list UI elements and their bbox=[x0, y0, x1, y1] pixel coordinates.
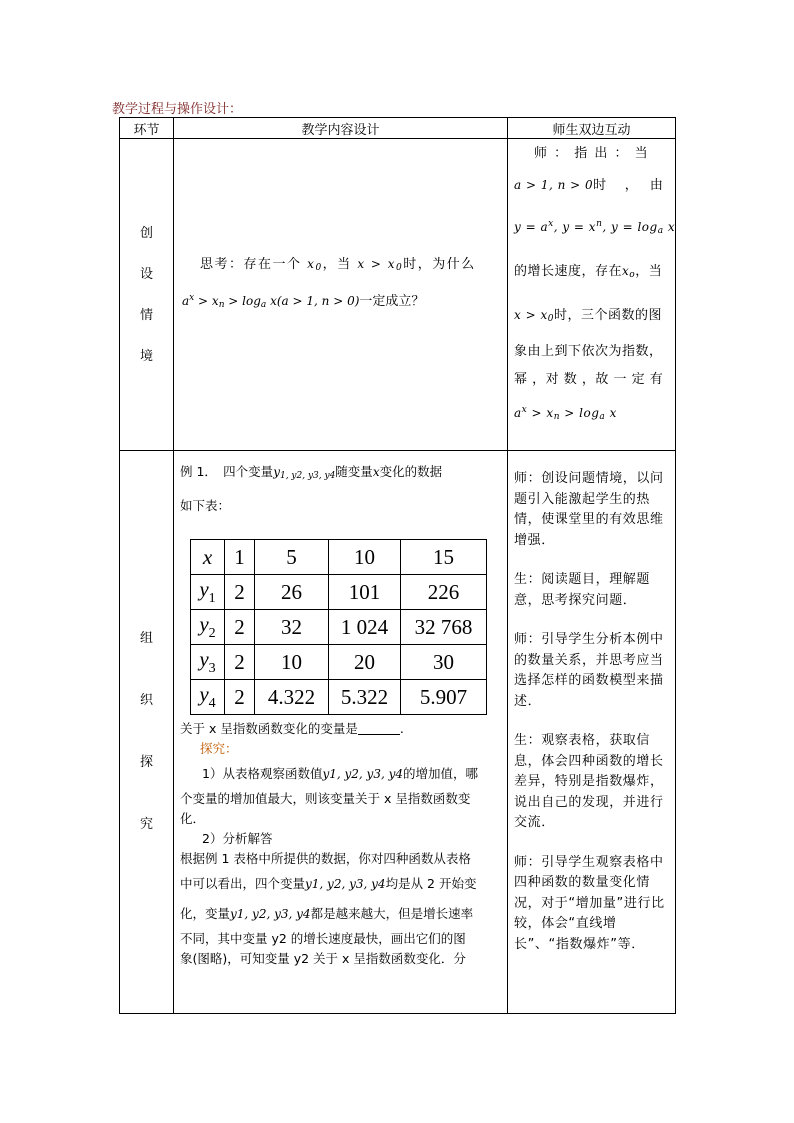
content-cell-create-scenario bbox=[174, 139, 508, 451]
content-cell-organize-explore bbox=[174, 451, 508, 1014]
interaction-cell-create-scenario bbox=[508, 139, 676, 451]
value-cell: 226 bbox=[401, 575, 487, 610]
table-row bbox=[191, 680, 487, 715]
value-cell: 2 bbox=[225, 575, 255, 610]
value-cell: 5 bbox=[255, 540, 329, 575]
step1-line3: 化． bbox=[180, 811, 206, 826]
example-line: 例 1． 四个变量$y_{1, y2, y3, y4}$随变量x变化的数据 bbox=[180, 464, 443, 481]
variable-cell: $y_4$ bbox=[191, 680, 225, 715]
header-interaction: 师生双边互动 bbox=[508, 118, 676, 139]
table-row bbox=[191, 610, 487, 645]
table-row bbox=[191, 540, 487, 575]
speed-line: 的增长速度，存在$x_o$，当 bbox=[514, 264, 663, 280]
explore-label: 探究： bbox=[200, 741, 238, 756]
value-cell: 2 bbox=[225, 680, 255, 715]
table-intro: 如下表： bbox=[180, 498, 231, 513]
analysis-line5: 象(图略)，可知变量 y2 关于 x 呈指数函数变化．分 bbox=[180, 951, 466, 966]
step1-line2: 个变量的增加值最大，则该变量关于 x 呈指数函数变 bbox=[180, 791, 471, 806]
condition-line: a > 1, n > 0时 ， 由 bbox=[514, 178, 664, 193]
header-stage: 环节 bbox=[120, 118, 174, 139]
analysis-line1: 根据例 1 表格中所提供的数据，你对四种函数从表格 bbox=[180, 851, 471, 866]
interaction-item: 师：引导学生分析本例中的数量关系，并思考应当选择怎样的函数模型来描述． bbox=[514, 632, 664, 709]
value-cell: 1 024 bbox=[329, 610, 401, 645]
interaction-item: 生：观察表格，获取信息，体会四种函数的增长差异，特别是指数爆炸，说出自己的发现，并进行交流． bbox=[514, 733, 664, 830]
interaction-item: 师：创设问题情境，以问题引入能激起学生的热情，使课堂里的有效思维增强． bbox=[514, 471, 664, 548]
value-cell: 26 bbox=[255, 575, 329, 610]
conclusion-line: 幂 ，对 数 ，故 一 定 有 bbox=[514, 372, 664, 387]
stage-char: 织 bbox=[139, 693, 153, 708]
value-cell: 1 bbox=[225, 540, 255, 575]
stage-char: 境 bbox=[139, 348, 153, 364]
stage-char: 组 bbox=[139, 631, 153, 646]
interaction-item: 生：阅读题目，理解题意，思考探究问题． bbox=[514, 572, 651, 608]
question-line: 关于 x 呈指数函数变化的变量是 . bbox=[180, 721, 404, 736]
gt-line: $x > x_0$时，三个函数的图 bbox=[514, 308, 662, 324]
value-cell: 10 bbox=[329, 540, 401, 575]
value-cell: 10 bbox=[255, 645, 329, 680]
example-data-table bbox=[190, 539, 487, 715]
stage-cell-organize-explore bbox=[120, 451, 174, 1014]
value-cell: 101 bbox=[329, 575, 401, 610]
value-cell: 32 bbox=[255, 610, 329, 645]
value-cell: 30 bbox=[401, 645, 487, 680]
header-content: 教学内容设计 bbox=[174, 118, 508, 139]
inequality-line: $a^x > x_n > \log_a x(a > 1$, n > 0)一定成立？ bbox=[182, 293, 425, 310]
analysis-line2: 中可以看出，四个变量y1, y2, y3, y4均是从 2 开始变 bbox=[180, 876, 477, 891]
table-row-organize-explore bbox=[120, 451, 676, 1014]
order-line: 象由上到下依次为指数， bbox=[514, 344, 663, 359]
value-cell: 2 bbox=[225, 645, 255, 680]
variable-cell: $y_3$ bbox=[191, 645, 225, 680]
section-heading: 教学过程与操作设计： bbox=[112, 102, 243, 117]
variable-cell: $y_1$ bbox=[191, 575, 225, 610]
value-cell: 5.322 bbox=[329, 680, 401, 715]
stage-char: 创 bbox=[139, 225, 153, 241]
stage-char: 探 bbox=[139, 755, 153, 770]
table-header-row bbox=[120, 118, 676, 139]
value-cell: 2 bbox=[225, 610, 255, 645]
step1-line: 1）从表格观察函数值y1, y2, y3, y4的增加值，哪 bbox=[202, 766, 479, 781]
stage-char: 情 bbox=[139, 307, 153, 323]
stage-char: 究 bbox=[139, 817, 153, 832]
final-inequality: $a^x > x_n > \log_a x$ bbox=[514, 405, 617, 422]
value-cell: 15 bbox=[401, 540, 487, 575]
interaction-item: 师：引导学生观察表格中四种函数的数量变化情况，对于“增加量”进行比较，体会“直线增长”、“指数爆炸”等． bbox=[514, 854, 665, 952]
table-row bbox=[191, 645, 487, 680]
teaching-process-table bbox=[119, 117, 676, 1014]
think-question: 思考：存在一个 $x_0$，当 $x > x_0$时，为什么 bbox=[200, 257, 476, 273]
value-cell: 20 bbox=[329, 645, 401, 680]
interaction-cell-organize-explore bbox=[508, 451, 676, 1014]
step2-line: 2）分析解答 bbox=[202, 831, 273, 846]
value-cell: 5.907 bbox=[401, 680, 487, 715]
analysis-line4: 不同，其中变量 y2 的增长速度最快，画出它们的图 bbox=[180, 931, 466, 946]
teacher-point: 师 ： 指 出 ： 当 bbox=[534, 146, 649, 161]
value-cell: 32 768 bbox=[401, 610, 487, 645]
value-cell: 4.322 bbox=[255, 680, 329, 715]
stage-cell-create-scenario bbox=[120, 139, 174, 451]
analysis-line3: 化，变量y1, y2, y3, y4都是越来越大，但是增长速率 bbox=[180, 906, 474, 921]
variable-cell: $y_2$ bbox=[191, 610, 225, 645]
table-row-create-scenario bbox=[120, 139, 676, 451]
answer-blank bbox=[358, 722, 400, 735]
variable-cell: x bbox=[191, 540, 225, 575]
functions-line: $y = a^x$, $y = x^n$, $y = \log_a x$ bbox=[514, 219, 676, 236]
table-row bbox=[191, 575, 487, 610]
stage-char: 设 bbox=[139, 266, 153, 282]
